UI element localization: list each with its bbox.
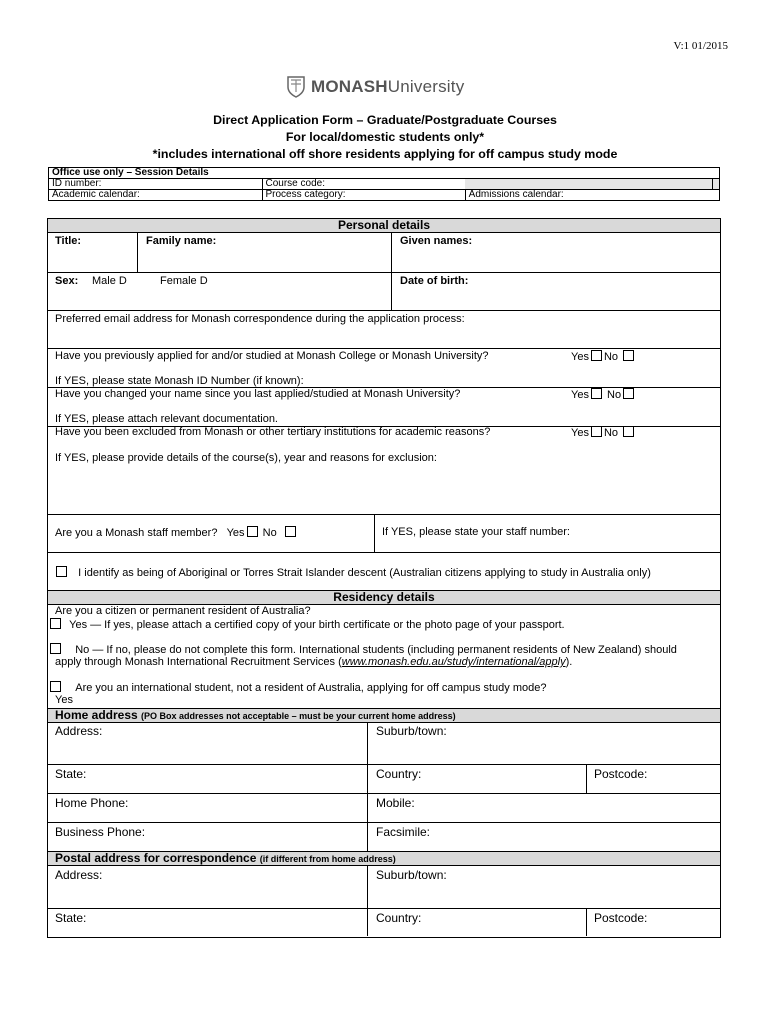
course-code-field[interactable]: Course code: <box>262 179 465 190</box>
postal-postcode-field[interactable]: Postcode: <box>594 911 648 925</box>
residency-yes-label: Yes — If yes, please attach a certified copy of your birth certificate or the photo page of your passport. <box>69 619 565 631</box>
applied-yes-label: Yes <box>571 351 589 363</box>
postal-address-title: Postal address for correspondence <box>55 851 257 865</box>
attach-doc-note: If YES, please attach relevant documentation. <box>55 413 278 425</box>
staff-row <box>48 515 720 553</box>
personal-details-heading: Personal details <box>48 219 720 233</box>
home-address-field[interactable]: Address: <box>55 724 103 738</box>
title-line-3: *includes international off shore residents applying for off campus study mode <box>152 147 618 161</box>
postal-state-field[interactable]: State: <box>55 911 87 925</box>
postal-address-note: (if different from home address) <box>259 854 396 864</box>
applied-before-row <box>48 349 720 388</box>
home-address-heading <box>48 708 720 723</box>
home-state-field[interactable]: State: <box>55 767 87 781</box>
business-phone-field[interactable]: Business Phone: <box>55 825 146 839</box>
academic-calendar-field[interactable]: Academic calendar: <box>49 190 263 201</box>
home-address-title: Home address <box>55 708 138 722</box>
name-row <box>48 233 720 273</box>
aboriginal-label: I identify as being of Aboriginal or Torres Strait Islander descent (Australian citizens applying to study in Australia only) <box>78 567 651 579</box>
residency-section <box>48 605 720 705</box>
staff-number-field[interactable]: If YES, please state your staff number: <box>382 526 570 538</box>
application-form <box>47 218 721 938</box>
female-option[interactable]: Female D <box>160 275 208 287</box>
international-apply-link[interactable]: www.monash.edu.au/study/international/apply <box>341 656 566 668</box>
office-use-table <box>48 167 720 201</box>
name-change-question: Have you changed your name since you last applied/studied at Monash University? <box>55 388 461 400</box>
staff-no-checkbox[interactable] <box>285 526 296 537</box>
changed-no-label: No <box>607 389 622 401</box>
residency-question: Are you a citizen or permanent resident of Australia? <box>55 605 311 617</box>
admissions-calendar-field[interactable]: Admissions calendar: <box>465 190 719 201</box>
postal-suburb-field[interactable]: Suburb/town: <box>376 868 447 882</box>
applied-no-label: No <box>603 351 619 363</box>
postal-address-heading <box>48 852 720 866</box>
id-number-field[interactable]: ID number: <box>49 179 263 190</box>
residency-heading: Residency details <box>48 591 720 605</box>
changed-no-checkbox[interactable] <box>623 388 634 399</box>
postal-address-field[interactable]: Address: <box>55 868 103 882</box>
name-change-row <box>48 388 720 427</box>
exclusion-details-field[interactable]: If YES, please provide details of the course(s), year and reasons for exclusion: <box>55 452 437 464</box>
international-question: Are you an international student, not a resident of Australia, applying for off campus study mode? <box>75 682 547 694</box>
home-address-row <box>48 722 720 765</box>
residency-no-checkbox[interactable] <box>50 643 61 654</box>
aboriginal-row <box>48 553 720 591</box>
staff-question: Are you a Monash staff member? <box>55 527 218 539</box>
dob-field[interactable]: Date of birth: <box>400 275 469 287</box>
residency-no-label-2: apply through Monash International Recruitment Services ( <box>55 656 342 668</box>
office-use-heading: Office use only – Session Details <box>49 168 720 179</box>
sex-dob-row <box>48 273 720 311</box>
business-phone-row <box>48 823 720 852</box>
process-category-field[interactable]: Process category: <box>262 190 465 201</box>
postal-country-field[interactable]: Country: <box>376 911 422 925</box>
sex-label: Sex: <box>55 275 79 287</box>
excluded-row <box>48 427 720 515</box>
home-postcode-field[interactable]: Postcode: <box>594 767 648 781</box>
given-names-field[interactable]: Given names: <box>400 235 473 247</box>
excluded-yes-checkbox[interactable] <box>591 426 602 437</box>
email-field[interactable]: Preferred email address for Monash correspondence during the application process: <box>55 313 465 325</box>
home-phone-row <box>48 794 720 823</box>
form-title <box>0 112 770 163</box>
title-line-1: Direct Application Form – Graduate/Postgraduate Courses <box>213 113 557 127</box>
title-field[interactable]: Title: <box>55 235 82 247</box>
residency-no-label-end: ). <box>565 656 573 668</box>
residency-no-label: No — If no, please do not complete this form. International students (including permanent residents of New Zealand) should <box>75 644 677 656</box>
title-line-2: For local/domestic students only* <box>285 130 485 144</box>
postal-address-row <box>48 866 720 909</box>
mobile-field[interactable]: Mobile: <box>376 796 415 810</box>
home-address-note: (PO Box addresses not acceptable – must be your current home address) <box>141 711 456 721</box>
facsimile-field[interactable]: Facsimile: <box>376 825 431 839</box>
applied-question: Have you previously applied for and/or studied at Monash College or Monash University? <box>55 350 489 362</box>
international-checkbox[interactable] <box>50 681 61 692</box>
changed-yes-label: Yes <box>571 389 589 401</box>
monash-logo: MONASHUniversity <box>287 76 464 98</box>
version-label: V:1 01/2015 <box>673 40 728 52</box>
staff-no-label: No <box>262 527 277 539</box>
staff-yes-checkbox[interactable] <box>247 526 258 537</box>
excluded-yes-label: Yes <box>571 427 589 439</box>
aboriginal-checkbox[interactable] <box>56 566 67 577</box>
postal-state-row <box>48 909 720 936</box>
monash-id-field[interactable]: If YES, please state Monash ID Number (if known): <box>55 375 304 387</box>
excluded-question: Have you been excluded from Monash or other tertiary institutions for academic reasons? <box>55 426 491 438</box>
family-name-field[interactable]: Family name: <box>146 235 217 247</box>
home-phone-field[interactable]: Home Phone: <box>55 796 129 810</box>
excluded-no-label: No <box>603 427 619 439</box>
changed-yes-checkbox[interactable] <box>591 388 602 399</box>
applied-yes-checkbox[interactable] <box>591 350 602 361</box>
international-yes-label: Yes <box>55 694 73 706</box>
crest-icon <box>287 76 305 98</box>
male-option[interactable]: Male D <box>92 275 127 287</box>
excluded-no-checkbox[interactable] <box>623 426 634 437</box>
email-row <box>48 311 720 349</box>
home-suburb-field[interactable]: Suburb/town: <box>376 724 447 738</box>
applied-no-checkbox[interactable] <box>623 350 634 361</box>
staff-yes-label: Yes <box>226 527 245 539</box>
residency-yes-checkbox[interactable] <box>50 618 61 629</box>
home-country-field[interactable]: Country: <box>376 767 422 781</box>
home-state-row <box>48 765 720 794</box>
